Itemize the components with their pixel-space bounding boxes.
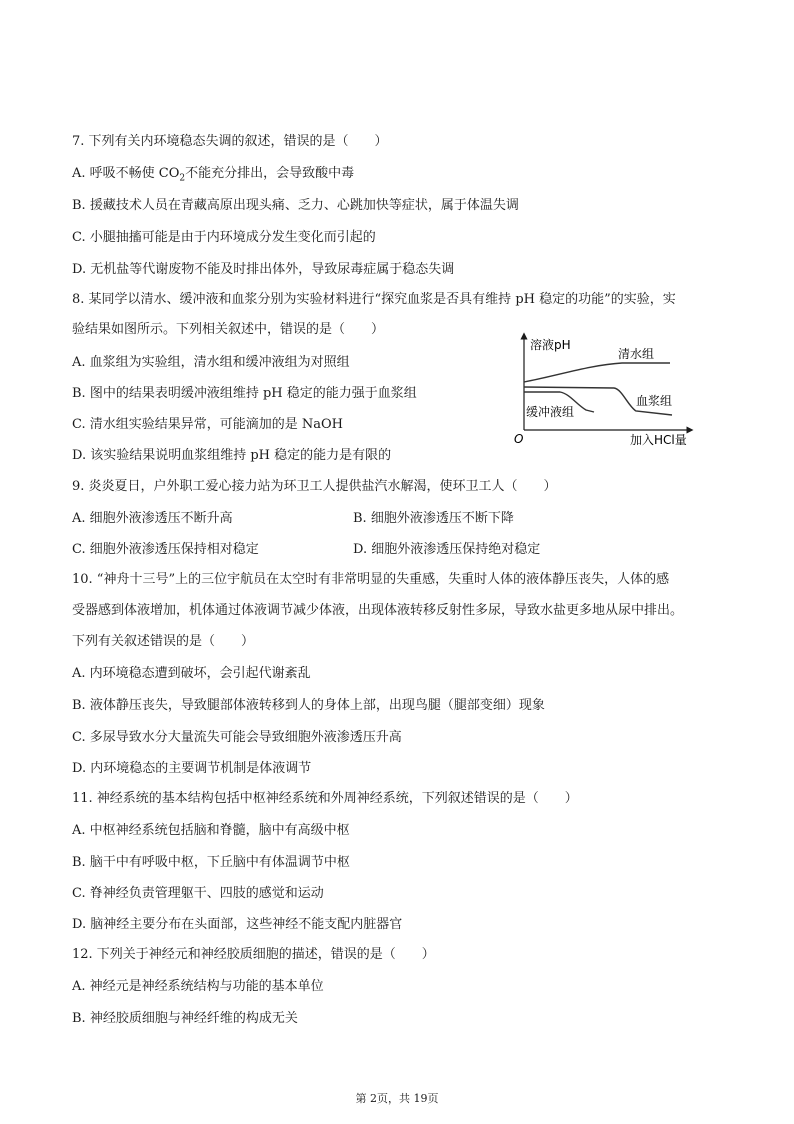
q7-option-b: B. 援藏技术人员在青藏高原出现头痛、乏力、心跳加快等症状，属于体温失调	[72, 198, 519, 213]
q7-option-c: C. 小腿抽搐可能是由于内环境成分发生变化而引起的	[72, 230, 376, 245]
q10-option-b: B. 液体静压丧失，导致腿部体液转移到人的身体上部，出现鸟腿（腿部变细）现象	[72, 698, 545, 713]
q11-option-b: B. 脑干中有呼吸中枢，下丘脑中有体温调节中枢	[72, 855, 350, 870]
q9-stem: 9. 炎炎夏日，户外职工爱心接力站为环卫工人提供盐汽水解渴，使环卫工人（ ）	[72, 479, 557, 494]
q10-stem-line3: 下列有关叙述错误的是（ ）	[72, 634, 255, 649]
x-axis-label: 加入HCl量	[630, 433, 687, 447]
q11-stem: 11. 神经系统的基本结构包括中枢神经系统和外周神经系统，下列叙述错误的是（ ）	[72, 791, 578, 806]
q7-option-d: D. 无机盐等代谢废物不能及时排出体外，导致尿毒症属于稳态失调	[72, 262, 455, 277]
water-group-label: 清水组	[618, 347, 655, 361]
q10-option-c: C. 多尿导致水分大量流失可能会导致细胞外液渗透压升高	[72, 730, 402, 745]
plasma-group-label: 血浆组	[636, 394, 673, 408]
q11-option-c: C. 脊神经负责管理躯干、四肢的感觉和运动	[72, 886, 324, 901]
buffer-group-label: 缓冲液组	[526, 405, 575, 419]
q12-stem: 12. 下列关于神经元和神经胶质细胞的描述，错误的是（ ）	[72, 947, 435, 962]
q7-option-a-post: 不能充分排出，会导致酸中毒	[185, 166, 355, 181]
q8-stem-line2: 验结果如图所示。下列相关叙述中，错误的是（ ）	[72, 322, 385, 337]
q8-option-a: A. 血浆组为实验组，清水组和缓冲液组为对照组	[72, 355, 350, 370]
q9-option-c: C. 细胞外液渗透压保持相对稳定	[72, 542, 259, 557]
q12-option-b: B. 神经胶质细胞与神经纤维的构成无关	[72, 1011, 298, 1026]
q9-option-b: B. 细胞外液渗透压不断下降	[353, 511, 514, 526]
q7-option-a	[72, 165, 354, 188]
q7-option-a-sub: 2	[179, 173, 186, 184]
ph-experiment-figure	[510, 330, 710, 450]
page-footer: 第 2页，共 19页	[355, 1092, 439, 1105]
q12-option-a: A. 神经元是神经系统结构与功能的基本单位	[72, 979, 324, 994]
q10-option-d: D. 内环境稳态的主要调节机制是体液调节	[72, 761, 312, 776]
q9-option-a: A. 细胞外液渗透压不断升高	[72, 511, 233, 526]
q11-option-d: D. 脑神经主要分布在头面部，这些神经不能支配内脏器官	[72, 917, 403, 932]
q10-stem-line1: 10. “神舟十三号”上的三位宇航员在太空时有非常明显的失重感，失重时人体的液体静压丧失，人体的感	[72, 572, 670, 587]
water-group-curve	[524, 363, 670, 382]
q11-option-a: A. 中枢神经系统包括脑和脊髓，脑中有高级中枢	[72, 823, 350, 838]
q7-stem: 7. 下列有关内环境稳态失调的叙述，错误的是（ ）	[72, 134, 388, 149]
q8-option-b: B. 图中的结果表明缓冲液组维持 pH 稳定的能力强于血浆组	[72, 386, 417, 401]
origin-label: O	[514, 432, 524, 446]
q9-option-d: D. 细胞外液渗透压保持绝对稳定	[353, 542, 541, 557]
q10-option-a: A. 内环境稳态遭到破坏，会引起代谢紊乱	[72, 666, 311, 681]
q7-option-a-pre: A. 呼吸不畅使 CO	[72, 166, 180, 181]
q8-option-c: C. 清水组实验结果异常，可能滴加的是 NaOH	[72, 417, 344, 432]
q8-stem-line1: 8. 某同学以清水、缓冲液和血浆分别为实验材料进行“探究血浆是否具有维持 pH 稳定的功能”的实验，实	[72, 292, 676, 307]
q8-option-d: D. 该实验结果说明血浆组维持 pH 稳定的能力是有限的	[72, 448, 392, 463]
y-axis-label: 溶液pH	[530, 338, 571, 352]
q10-stem-line2: 受器感到体液增加，机体通过体液调节减少体液，出现体液转移反射性多尿，导致水盐更多地从尿中排出。	[72, 603, 684, 618]
